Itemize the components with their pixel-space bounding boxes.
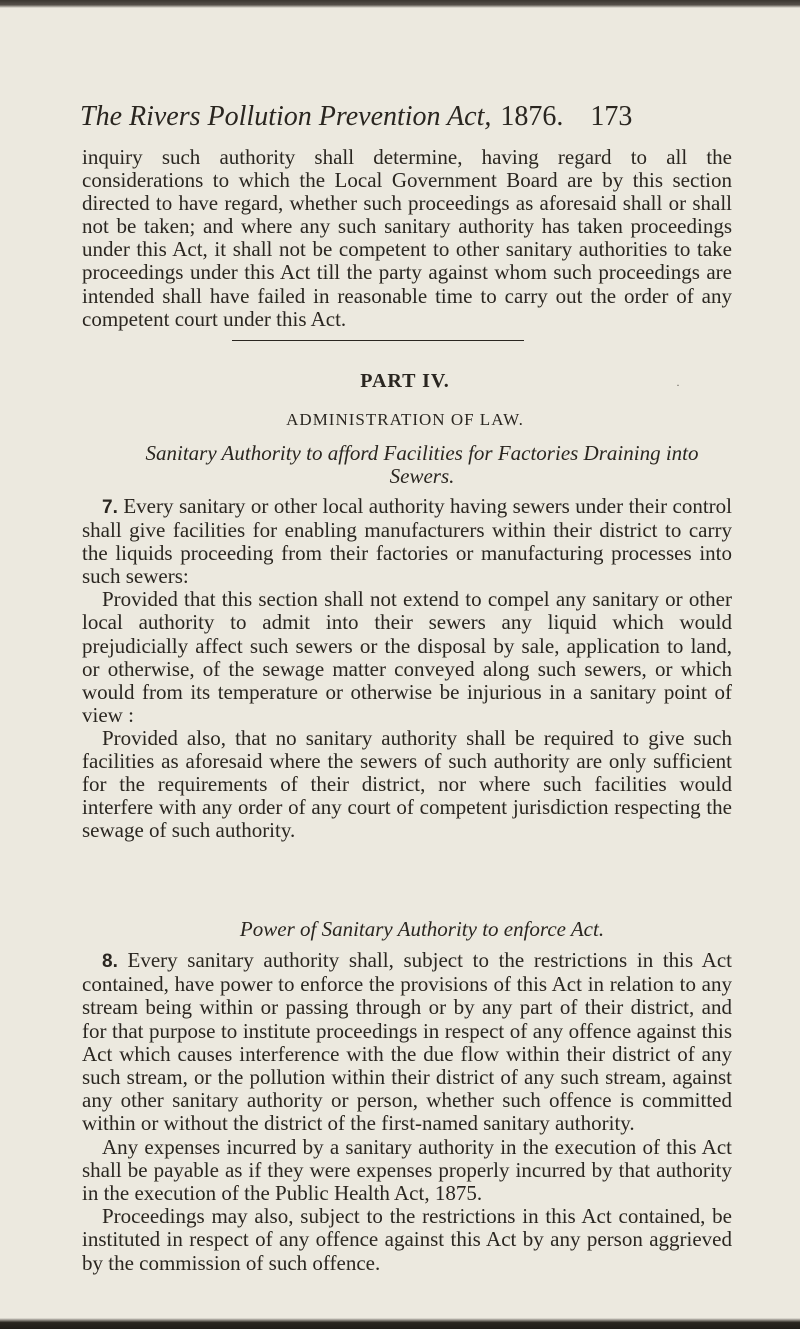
section-7-paragraph — [82, 495, 732, 588]
top-edge-shadow — [0, 0, 800, 8]
intro-paragraph: inquiry such authority shall determine, having regard to all the considerations to which the Local Government Board are by this section directed to have regard, whether such proceedings as aforesaid shall or shall not be taken; and where any such sanitary authority has taken proceedings under this Act, it shall not be competent to other sanitary authorities to take proceedings under this Act till the party against whom such proceedings are intended shall have failed in reasonable time to carry out the order of any competent court under this Act. — [82, 145, 732, 331]
section-7-proviso-2: Provided also, that no sanitary authority shall be required to give such facilities as aforesaid where the sewers of such authority are only sufficient for the requirements of their district, nor where such facilities would interfere with any order of any court of competent jurisdiction respecting the sewage of such authority. — [82, 725, 732, 843]
section-7-number: 7. — [102, 497, 118, 518]
section-7 — [82, 495, 732, 842]
section-8-text: Every sanitary authority shall, subject to the restrictions in this Act contained, have power to enforce the provisions of this Act in relation to any stream being within or passing through or by any part of their district, and for that purpose to institute proceedings in respect of any offence against this Act which causes interference with the due flow within their district of any such stream, or the pollution within their district of any such stream, against any other sanitary authority or person, whether such offence is committed within or without the district of the first-named sanitary authority. — [82, 948, 733, 1136]
section-divider — [232, 340, 524, 341]
section-8-heading: Power of Sanitary Authority to enforce Act. — [239, 917, 605, 941]
section-7-proviso-1: Provided that this section shall not extend to compel any sanitary or other local authority to admit into their sewers any liquid which would prejudicially affect such sewers or the disposal by sale, application to land, or otherwise, of the sewage matter conveyed along such sewers, or which would from its temperature or otherwise be injurious in a sanitary point of view : — [82, 587, 732, 727]
running-head-title: The Rivers Pollution Prevention Act, — [80, 101, 492, 132]
section-8-paragraph-2: Any expenses incurred by a sanitary authority in the execution of this Act shall be payable as if they were expenses properly incurred by that authority in the execution of the Public Health Act, 1875. — [82, 1134, 732, 1206]
page-number: 173 — [590, 101, 633, 132]
section-8 — [82, 949, 732, 1275]
running-head-year: 1876. — [500, 101, 564, 132]
part-title: PART IV. — [360, 370, 450, 392]
section-7-heading: Sanitary Authority to afford Facilities for Factories Draining into Sewers. — [145, 441, 699, 488]
margin-mark: · — [676, 378, 680, 392]
section-8-number: 8. — [102, 951, 118, 972]
section-7-text: Every sanitary or other local authority having sewers under their control shall give facilities for enabling manufacturers within their district to carry the liquids proceeding from their factories or manufacturing processes into such sewers: — [82, 494, 733, 589]
bottom-edge-shadow — [0, 1318, 800, 1329]
section-8-paragraph-3: Proceedings may also, subject to the restrictions in this Act contained, be instituted in respect of any offence against this Act by any person aggrieved by the commission of such offence. — [82, 1204, 732, 1275]
part-subtitle: ADMINISTRATION OF LAW. — [286, 410, 524, 429]
section-8-paragraph — [82, 949, 732, 1136]
running-head — [80, 100, 740, 134]
intro-paragraph-block — [82, 146, 732, 331]
